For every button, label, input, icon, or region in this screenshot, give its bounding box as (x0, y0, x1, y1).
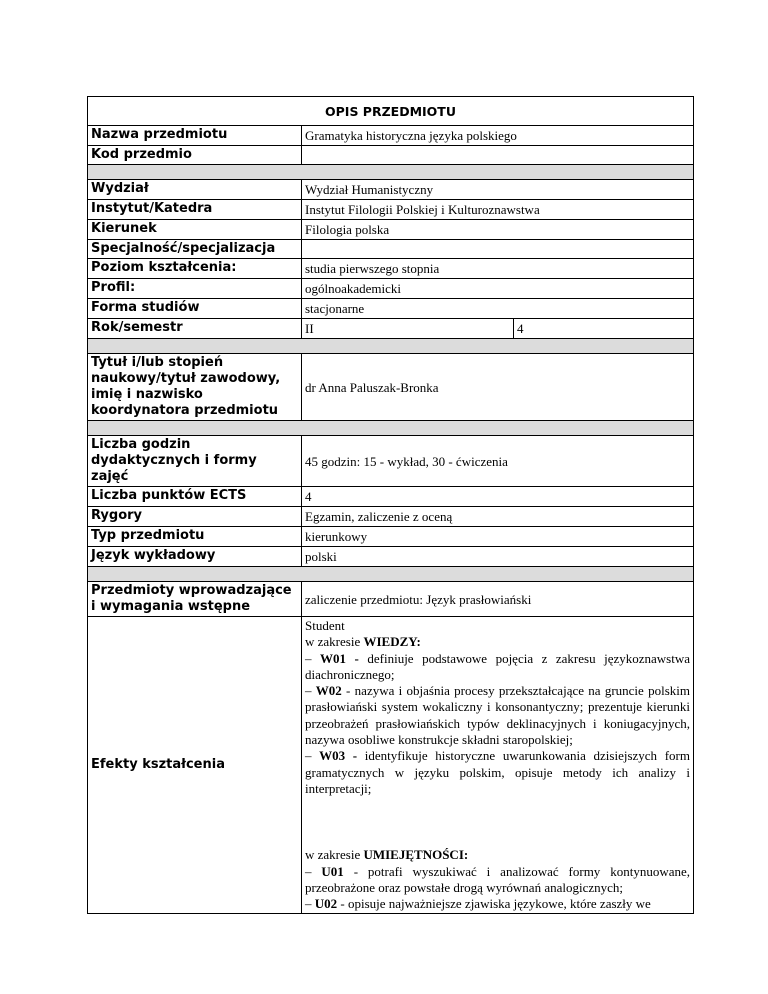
ects-value: 4 (302, 487, 694, 507)
skills-heading-line (305, 847, 690, 863)
profile-value: ogólnoakademicki (302, 279, 694, 299)
u01-code: U01 (321, 863, 344, 879)
w03-code: W03 - (319, 748, 358, 764)
course-code-label: Kod przedmio (88, 146, 302, 165)
knowledge-heading-line (305, 634, 690, 650)
outcome-w02: – W02 - nazywa i objaśnia procesy przekształcające na gruncie polskim prasłowiański system wokaliczny i konsonantyczny; prezentuje kierunki przeobrażeń prasłowiańskich typów deklinacyjnych i koniugacyjnych, nazywa osobliwe konstrukcje składni staropolskiej; (305, 683, 690, 748)
w02-code: W02 (315, 683, 342, 699)
institute-label: Instytut/Katedra (88, 200, 302, 220)
section-divider (88, 567, 694, 582)
outcomes-label: Efekty kształcenia (88, 617, 302, 914)
field-value: Filologia polska (302, 220, 694, 240)
course-name-label: Nazwa przedmiotu (88, 126, 302, 146)
knowledge-heading: WIEDZY: (363, 634, 421, 650)
level-value: studia pierwszego stopnia (302, 259, 694, 279)
specialization-label: Specjalność/specjalizacja (88, 240, 302, 259)
profile-label: Profil: (88, 279, 302, 299)
section-divider (88, 165, 694, 180)
w03-text: identyfikuje historyczne uwarunkowania dzisiejszych form gramatycznych w języku polskim, opisuje metody ich analizy i interpretacji; (305, 748, 690, 796)
course-type-label: Typ przedmiotu (88, 527, 302, 547)
language-label: Język wykładowy (88, 547, 302, 567)
outcome-w03: – W03 - identyfikuje historyczne uwarunkowania dzisiejszych form gramatycznych w języku polskim, opisuje metody ich analizy i interpretacji; (305, 748, 690, 796)
institute-value: Instytut Filologii Polskiej i Kulturoznawstwa (302, 200, 694, 220)
course-type-value: kierunkowy (302, 527, 694, 547)
skills-prefix: w zakresie (305, 847, 364, 863)
field-label: Kierunek (88, 220, 302, 240)
w01-text: definiuje podstawowe pojęcia z zakresu językoznawstwa diachronicznego; (305, 650, 690, 682)
coordinator-label: Tytuł i/lub stopień naukowy/tytuł zawodowy, imię i nazwisko koordynatora przedmiotu (88, 354, 302, 421)
section-divider (88, 421, 694, 436)
language-value: polski (302, 547, 694, 567)
year-semester-label: Rok/semestr (88, 319, 302, 339)
section-divider (88, 339, 694, 354)
table-header: OPIS PRZEDMIOTU (88, 97, 694, 126)
knowledge-prefix: w zakresie (305, 634, 364, 650)
course-name-value: Gramatyka historyczna języka polskiego (302, 126, 694, 146)
outcome-u01: – U01 - potrafi wyszukiwać i analizować formy kontynuowane, przeobrażone oraz powstałe drogą wyrównań analogicznych; (305, 863, 690, 895)
prerequisites-value: zaliczenie przedmiotu: Język prasłowiański (302, 582, 694, 617)
hours-label: Liczba godzin dydaktycznych i formy zajęć (88, 436, 302, 487)
semester-value: 4 (514, 319, 694, 339)
w01-code: W01 - (320, 650, 359, 666)
w02-text: - nazywa i objaśnia procesy przekształcające na gruncie polskim prasłowiański system wokaliczny i konsonantyczny; prezentuje kierunki przeobrażeń prasłowiańskich typów deklinacyjnych i koniugacyjnych, nazywa osobliwe konstrukcje składni staropolskiej; (305, 683, 690, 748)
faculty-label: Wydział (88, 180, 302, 200)
study-form-label: Forma studiów (88, 299, 302, 319)
specialization-value (302, 240, 694, 259)
prerequisites-label: Przedmioty wprowadzające i wymagania wstępne (88, 582, 302, 617)
study-form-value: stacjonarne (302, 299, 694, 319)
year-value: II (302, 319, 514, 339)
rigor-label: Rygory (88, 507, 302, 527)
u02-code: U02 (314, 896, 338, 912)
coordinator-value: dr Anna Paluszak-Bronka (302, 354, 694, 421)
skills-heading: UMIEJĘTNOŚCI: (363, 847, 469, 863)
outcome-u02: – U02 - opisuje najważniejsze zjawiska językowe, które zaszły we (305, 896, 651, 912)
ects-label: Liczba punktów ECTS (88, 487, 302, 507)
outcome-w01: – W01 - definiuje podstawowe pojęcia z zakresu językoznawstwa diachronicznego; (305, 650, 690, 682)
course-description-table-wrapper (87, 96, 693, 914)
u02-text: - opisuje najważniejsze zjawiska językowe, które zaszły we (337, 896, 651, 912)
level-label: Poziom kształcenia: (88, 259, 302, 279)
faculty-value: Wydział Humanistyczny (302, 180, 694, 200)
course-description-table (87, 96, 694, 914)
course-code-value (302, 146, 694, 165)
u01-text: - potrafi wyszukiwać i analizować formy kontynuowane, przeobrażone oraz powstałe drogą wyrównań analogicznych; (305, 863, 690, 895)
outcomes-description (302, 617, 694, 914)
hours-value: 45 godzin: 15 - wykład, 30 - ćwiczenia (302, 436, 694, 487)
rigor-value: Egzamin, zaliczenie z oceną (302, 507, 694, 527)
student-intro: Student (305, 618, 345, 633)
